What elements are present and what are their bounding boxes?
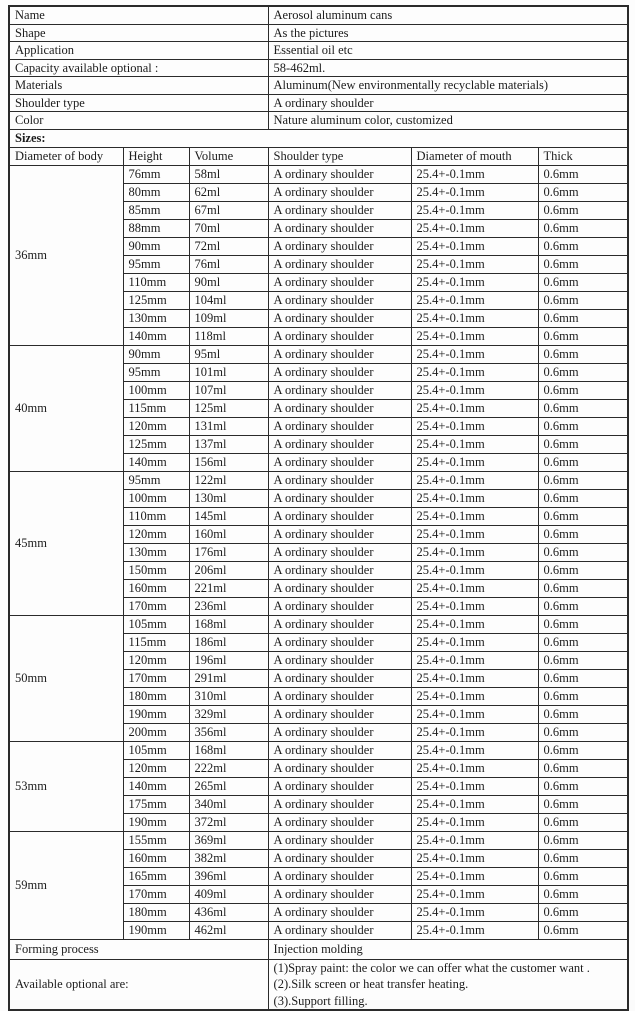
height-cell: 170mm [123,669,189,687]
diameter-of-mouth-cell: 25.4+-0.1mm [411,615,538,633]
height-cell: 125mm [123,291,189,309]
info-label-color: Color [9,112,268,130]
diameter-of-mouth-cell: 25.4+-0.1mm [411,219,538,237]
shoulder-type-cell: A ordinary shoulder [268,201,411,219]
height-cell: 180mm [123,903,189,921]
volume-cell: 265ml [189,777,268,795]
diameter-of-mouth-cell: 25.4+-0.1mm [411,525,538,543]
height-cell: 120mm [123,651,189,669]
shoulder-type-cell: A ordinary shoulder [268,309,411,327]
shoulder-type-cell: A ordinary shoulder [268,741,411,759]
diameter-of-mouth-cell: 25.4+-0.1mm [411,489,538,507]
volume-cell: 236ml [189,597,268,615]
volume-cell: 436ml [189,903,268,921]
thick-cell: 0.6mm [538,705,628,723]
volume-cell: 125ml [189,399,268,417]
sizes-tbody [9,165,628,939]
shoulder-type-cell: A ordinary shoulder [268,849,411,867]
height-cell: 120mm [123,759,189,777]
height-cell: 140mm [123,777,189,795]
size-row [9,165,628,183]
diameter-of-mouth-cell: 25.4+-0.1mm [411,471,538,489]
shoulder-type-cell: A ordinary shoulder [268,633,411,651]
thick-cell: 0.6mm [538,255,628,273]
diameter-of-mouth-cell: 25.4+-0.1mm [411,867,538,885]
table-row [9,24,628,42]
thick-cell: 0.6mm [538,777,628,795]
diameter-of-mouth-cell: 25.4+-0.1mm [411,885,538,903]
thick-cell: 0.6mm [538,435,628,453]
thick-cell: 0.6mm [538,417,628,435]
volume-cell: 76ml [189,255,268,273]
volume-cell: 221ml [189,579,268,597]
info-value-materials: Aluminum(New environmentally recyclable materials) [268,77,628,95]
shoulder-type-cell: A ordinary shoulder [268,507,411,525]
volume-cell: 122ml [189,471,268,489]
thick-cell: 0.6mm [538,669,628,687]
height-cell: 110mm [123,273,189,291]
height-cell: 155mm [123,831,189,849]
height-cell: 90mm [123,237,189,255]
size-row [9,345,628,363]
shoulder-type-cell: A ordinary shoulder [268,471,411,489]
volume-cell: 310ml [189,687,268,705]
table-row [9,112,628,130]
thick-cell: 0.6mm [538,867,628,885]
shoulder-type-cell: A ordinary shoulder [268,273,411,291]
thick-cell: 0.6mm [538,831,628,849]
thick-cell: 0.6mm [538,759,628,777]
info-value-color: Nature aluminum color, customized [268,112,628,130]
diameter-of-mouth-cell: 25.4+-0.1mm [411,363,538,381]
info-value-capacity: 58-462ml. [268,59,628,77]
header-diameter-of-mouth: Diameter of mouth [411,147,538,165]
height-cell: 105mm [123,615,189,633]
volume-cell: 145ml [189,507,268,525]
height-cell: 125mm [123,435,189,453]
height-cell: 80mm [123,183,189,201]
diameter-of-mouth-cell: 25.4+-0.1mm [411,777,538,795]
thick-cell: 0.6mm [538,687,628,705]
info-label-shape: Shape [9,24,268,42]
diameter-of-mouth-cell: 25.4+-0.1mm [411,813,538,831]
thick-cell: 0.6mm [538,201,628,219]
optional-line: (3).Support filling. [273,993,368,1008]
diameter-of-mouth-cell: 25.4+-0.1mm [411,507,538,525]
info-label-application: Application [9,42,268,60]
size-row [9,615,628,633]
table-row [9,94,628,112]
thick-cell: 0.6mm [538,165,628,183]
shoulder-type-cell: A ordinary shoulder [268,831,411,849]
volume-cell: 396ml [189,867,268,885]
diameter-of-mouth-cell: 25.4+-0.1mm [411,345,538,363]
diameter-of-mouth-cell: 25.4+-0.1mm [411,831,538,849]
optional-line: (1)Spray paint: the color we can offer what the customer want . [273,960,590,975]
shoulder-type-cell: A ordinary shoulder [268,219,411,237]
shoulder-type-cell: A ordinary shoulder [268,723,411,741]
thick-cell: 0.6mm [538,615,628,633]
shoulder-type-cell: A ordinary shoulder [268,345,411,363]
shoulder-type-cell: A ordinary shoulder [268,615,411,633]
thick-cell: 0.6mm [538,453,628,471]
shoulder-type-cell: A ordinary shoulder [268,705,411,723]
size-row [9,831,628,849]
diameter-of-mouth-cell: 25.4+-0.1mm [411,687,538,705]
thick-cell: 0.6mm [538,219,628,237]
height-cell: 90mm [123,345,189,363]
volume-cell: 118ml [189,327,268,345]
diameter-of-mouth-cell: 25.4+-0.1mm [411,633,538,651]
shoulder-type-cell: A ordinary shoulder [268,651,411,669]
height-cell: 120mm [123,417,189,435]
thick-cell: 0.6mm [538,363,628,381]
shoulder-type-cell: A ordinary shoulder [268,237,411,255]
shoulder-type-cell: A ordinary shoulder [268,579,411,597]
height-cell: 100mm [123,381,189,399]
info-label-capacity: Capacity available optional : [9,59,268,77]
diameter-of-mouth-cell: 25.4+-0.1mm [411,543,538,561]
thick-cell: 0.6mm [538,471,628,489]
volume-cell: 101ml [189,363,268,381]
header-shoulder-type: Shoulder type [268,147,411,165]
thick-cell: 0.6mm [538,525,628,543]
volume-cell: 156ml [189,453,268,471]
shoulder-type-cell: A ordinary shoulder [268,489,411,507]
diameter-of-mouth-cell: 25.4+-0.1mm [411,705,538,723]
shoulder-type-cell: A ordinary shoulder [268,399,411,417]
shoulder-type-cell: A ordinary shoulder [268,165,411,183]
thick-cell: 0.6mm [538,237,628,255]
shoulder-type-cell: A ordinary shoulder [268,669,411,687]
shoulder-type-cell: A ordinary shoulder [268,813,411,831]
volume-cell: 58ml [189,165,268,183]
thick-cell: 0.6mm [538,381,628,399]
shoulder-type-cell: A ordinary shoulder [268,183,411,201]
height-cell: 170mm [123,597,189,615]
shoulder-type-cell: A ordinary shoulder [268,543,411,561]
info-value-application: Essential oil etc [268,42,628,60]
volume-cell: 72ml [189,237,268,255]
thick-cell: 0.6mm [538,885,628,903]
thick-cell: 0.6mm [538,543,628,561]
volume-cell: 409ml [189,885,268,903]
height-cell: 115mm [123,633,189,651]
thick-cell: 0.6mm [538,345,628,363]
thick-cell: 0.6mm [538,651,628,669]
diameter-of-mouth-cell: 25.4+-0.1mm [411,255,538,273]
shoulder-type-cell: A ordinary shoulder [268,759,411,777]
height-cell: 190mm [123,813,189,831]
thick-cell: 0.6mm [538,741,628,759]
diameter-of-mouth-cell: 25.4+-0.1mm [411,417,538,435]
height-cell: 165mm [123,867,189,885]
thick-cell: 0.6mm [538,489,628,507]
volume-cell: 104ml [189,291,268,309]
height-cell: 95mm [123,255,189,273]
shoulder-type-cell: A ordinary shoulder [268,903,411,921]
diameter-of-mouth-cell: 25.4+-0.1mm [411,849,538,867]
thick-cell: 0.6mm [538,399,628,417]
diameter-of-mouth-cell: 25.4+-0.1mm [411,669,538,687]
info-label-name: Name [9,6,268,24]
height-cell: 200mm [123,723,189,741]
height-cell: 76mm [123,165,189,183]
height-cell: 150mm [123,561,189,579]
diameter-of-body-cell: 45mm [9,471,123,615]
table-row [9,42,628,60]
thick-cell: 0.6mm [538,273,628,291]
shoulder-type-cell: A ordinary shoulder [268,777,411,795]
diameter-of-mouth-cell: 25.4+-0.1mm [411,183,538,201]
size-row [9,741,628,759]
thick-cell: 0.6mm [538,903,628,921]
volume-cell: 107ml [189,381,268,399]
shoulder-type-cell: A ordinary shoulder [268,363,411,381]
diameter-of-mouth-cell: 25.4+-0.1mm [411,597,538,615]
height-cell: 130mm [123,543,189,561]
thick-cell: 0.6mm [538,561,628,579]
height-cell: 120mm [123,525,189,543]
thick-cell: 0.6mm [538,813,628,831]
height-cell: 140mm [123,327,189,345]
forming-process-value: Injection molding [268,939,628,959]
info-value-shoulder-type: A ordinary shoulder [268,94,628,112]
header-volume: Volume [189,147,268,165]
diameter-of-mouth-cell: 25.4+-0.1mm [411,273,538,291]
thick-cell: 0.6mm [538,291,628,309]
diameter-of-mouth-cell: 25.4+-0.1mm [411,165,538,183]
height-cell: 115mm [123,399,189,417]
volume-cell: 356ml [189,723,268,741]
height-cell: 160mm [123,849,189,867]
diameter-of-mouth-cell: 25.4+-0.1mm [411,309,538,327]
product-spec-table [8,5,629,1011]
diameter-of-body-cell: 59mm [9,831,123,939]
volume-cell: 291ml [189,669,268,687]
volume-cell: 196ml [189,651,268,669]
table-row [9,59,628,77]
diameter-of-mouth-cell: 25.4+-0.1mm [411,561,538,579]
diameter-of-mouth-cell: 25.4+-0.1mm [411,579,538,597]
volume-cell: 131ml [189,417,268,435]
shoulder-type-cell: A ordinary shoulder [268,291,411,309]
height-cell: 85mm [123,201,189,219]
volume-cell: 369ml [189,831,268,849]
thick-cell: 0.6mm [538,921,628,939]
thick-cell: 0.6mm [538,579,628,597]
header-diameter-of-body: Diameter of body [9,147,123,165]
diameter-of-body-cell: 36mm [9,165,123,345]
shoulder-type-cell: A ordinary shoulder [268,687,411,705]
volume-cell: 160ml [189,525,268,543]
table-row [9,77,628,95]
diameter-of-mouth-cell: 25.4+-0.1mm [411,291,538,309]
volume-cell: 222ml [189,759,268,777]
volume-cell: 70ml [189,219,268,237]
shoulder-type-cell: A ordinary shoulder [268,597,411,615]
height-cell: 95mm [123,363,189,381]
diameter-of-body-cell: 53mm [9,741,123,831]
volume-cell: 340ml [189,795,268,813]
diameter-of-mouth-cell: 25.4+-0.1mm [411,723,538,741]
thick-cell: 0.6mm [538,723,628,741]
volume-cell: 95ml [189,345,268,363]
volume-cell: 176ml [189,543,268,561]
shoulder-type-cell: A ordinary shoulder [268,417,411,435]
shoulder-type-cell: A ordinary shoulder [268,525,411,543]
height-cell: 100mm [123,489,189,507]
diameter-of-mouth-cell: 25.4+-0.1mm [411,327,538,345]
thick-cell: 0.6mm [538,183,628,201]
volume-cell: 462ml [189,921,268,939]
thick-cell: 0.6mm [538,507,628,525]
volume-cell: 186ml [189,633,268,651]
height-cell: 175mm [123,795,189,813]
forming-process-label: Forming process [9,939,268,959]
volume-cell: 90ml [189,273,268,291]
diameter-of-mouth-cell: 25.4+-0.1mm [411,651,538,669]
shoulder-type-cell: A ordinary shoulder [268,435,411,453]
shoulder-type-cell: A ordinary shoulder [268,453,411,471]
diameter-of-mouth-cell: 25.4+-0.1mm [411,237,538,255]
height-cell: 190mm [123,921,189,939]
volume-cell: 372ml [189,813,268,831]
volume-cell: 130ml [189,489,268,507]
height-cell: 190mm [123,705,189,723]
volume-cell: 206ml [189,561,268,579]
available-optional-list [268,959,628,1010]
height-cell: 170mm [123,885,189,903]
header-thick: Thick [538,147,628,165]
height-cell: 95mm [123,471,189,489]
diameter-of-mouth-cell: 25.4+-0.1mm [411,381,538,399]
shoulder-type-cell: A ordinary shoulder [268,867,411,885]
volume-cell: 67ml [189,201,268,219]
height-cell: 160mm [123,579,189,597]
diameter-of-mouth-cell: 25.4+-0.1mm [411,903,538,921]
diameter-of-mouth-cell: 25.4+-0.1mm [411,741,538,759]
info-label-shoulder-type: Shoulder type [9,94,268,112]
thick-cell: 0.6mm [538,795,628,813]
thick-cell: 0.6mm [538,849,628,867]
table-row [9,6,628,24]
info-value-name: Aerosol aluminum cans [268,6,628,24]
thick-cell: 0.6mm [538,327,628,345]
diameter-of-mouth-cell: 25.4+-0.1mm [411,399,538,417]
optional-line: (2).Silk screen or heat transfer heating. [273,977,469,991]
height-cell: 140mm [123,453,189,471]
volume-cell: 168ml [189,615,268,633]
height-cell: 110mm [123,507,189,525]
diameter-of-body-cell: 50mm [9,615,123,741]
info-value-shape: As the pictures [268,24,628,42]
shoulder-type-cell: A ordinary shoulder [268,885,411,903]
diameter-of-mouth-cell: 25.4+-0.1mm [411,795,538,813]
shoulder-type-cell: A ordinary shoulder [268,381,411,399]
diameter-of-mouth-cell: 25.4+-0.1mm [411,921,538,939]
shoulder-type-cell: A ordinary shoulder [268,255,411,273]
diameter-of-mouth-cell: 25.4+-0.1mm [411,435,538,453]
table-row [9,959,628,1010]
table-row [9,939,628,959]
volume-cell: 168ml [189,741,268,759]
shoulder-type-cell: A ordinary shoulder [268,921,411,939]
header-height: Height [123,147,189,165]
shoulder-type-cell: A ordinary shoulder [268,795,411,813]
info-label-materials: Materials [9,77,268,95]
sizes-header-row [9,147,628,165]
diameter-of-mouth-cell: 25.4+-0.1mm [411,201,538,219]
volume-cell: 137ml [189,435,268,453]
diameter-of-mouth-cell: 25.4+-0.1mm [411,453,538,471]
thick-cell: 0.6mm [538,597,628,615]
shoulder-type-cell: A ordinary shoulder [268,561,411,579]
shoulder-type-cell: A ordinary shoulder [268,327,411,345]
volume-cell: 329ml [189,705,268,723]
diameter-of-mouth-cell: 25.4+-0.1mm [411,759,538,777]
sizes-section-label: Sizes: [9,129,628,147]
thick-cell: 0.6mm [538,633,628,651]
volume-cell: 382ml [189,849,268,867]
available-optional-label: Available optional are: [9,959,268,1010]
height-cell: 105mm [123,741,189,759]
diameter-of-body-cell: 40mm [9,345,123,471]
volume-cell: 109ml [189,309,268,327]
height-cell: 88mm [123,219,189,237]
height-cell: 130mm [123,309,189,327]
volume-cell: 62ml [189,183,268,201]
thick-cell: 0.6mm [538,309,628,327]
table-row [9,129,628,147]
size-row [9,471,628,489]
height-cell: 180mm [123,687,189,705]
